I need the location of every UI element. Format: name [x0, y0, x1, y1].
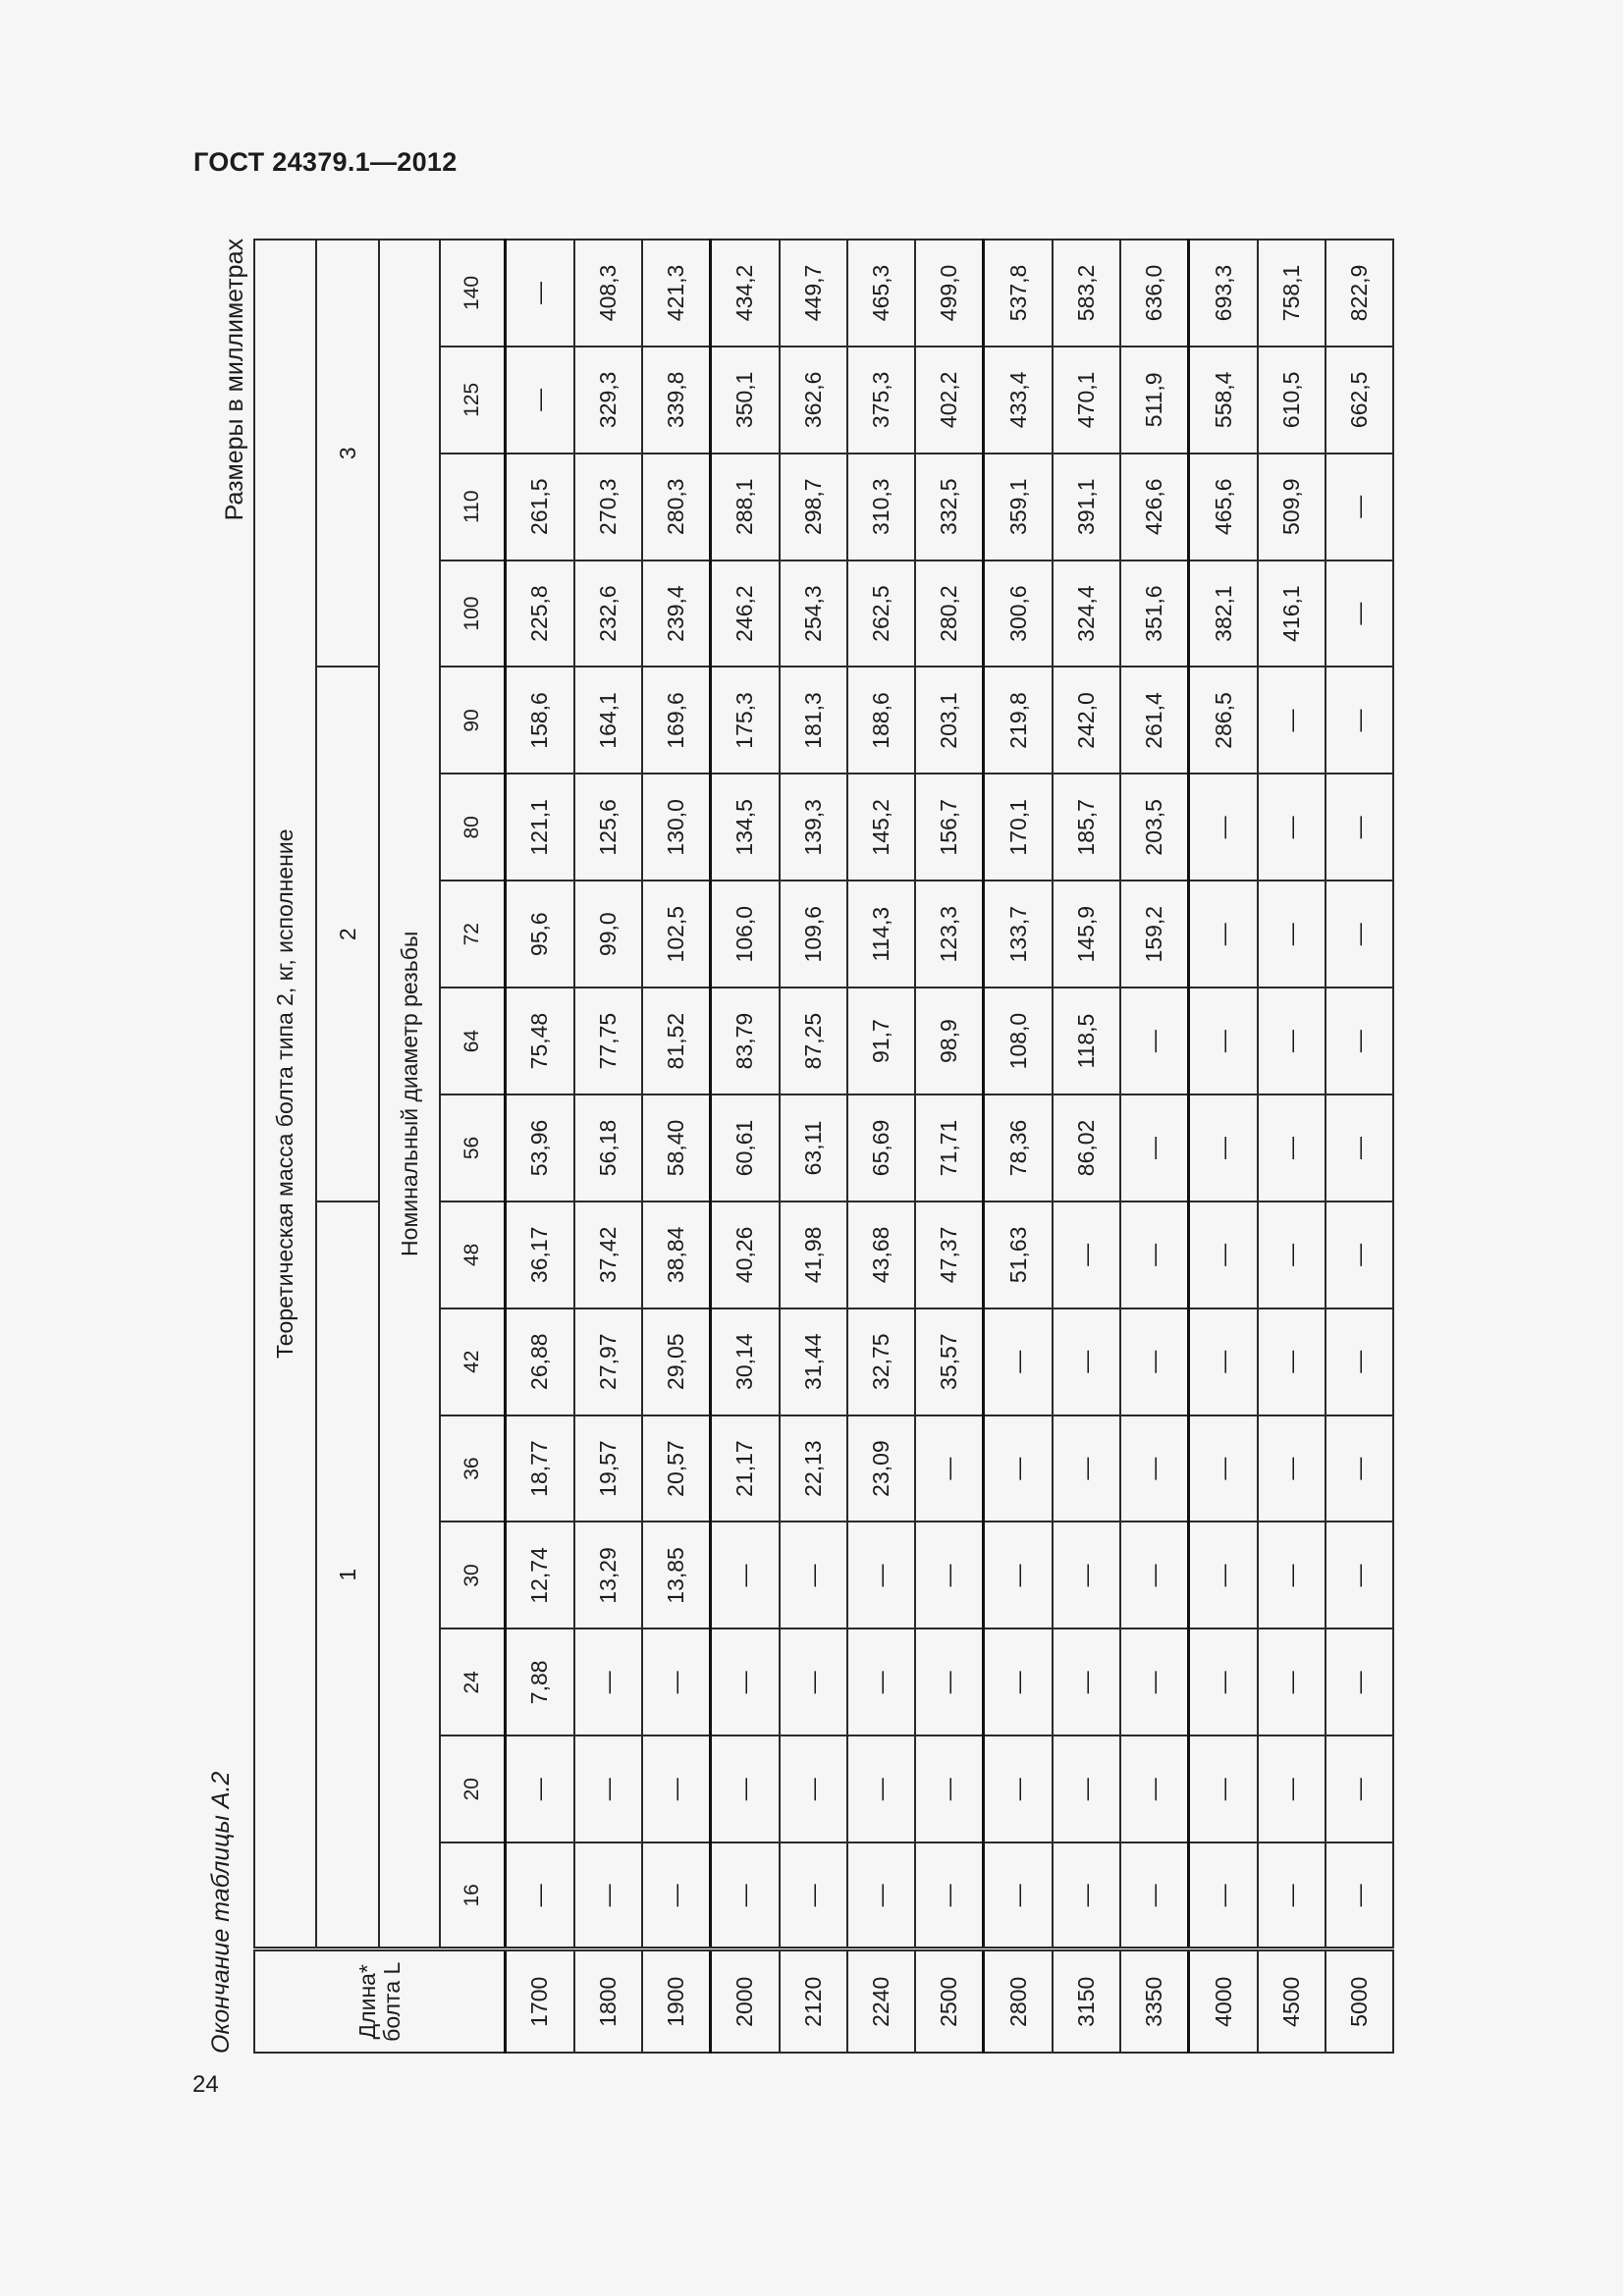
mass-cell: —	[915, 1735, 984, 1842]
mass-cell: 262,5	[847, 561, 915, 667]
diameter-header: 125	[440, 347, 506, 454]
mass-cell: —	[1053, 1308, 1120, 1415]
mass-cell: 288,1	[711, 454, 780, 561]
length-cell: 2500	[915, 1949, 984, 2053]
mass-cell: —	[1258, 988, 1325, 1095]
mass-cell: —	[711, 1735, 780, 1842]
mass-cell: —	[574, 1735, 642, 1842]
mass-cell: —	[780, 1842, 847, 1949]
mass-cell: 232,6	[574, 561, 642, 667]
mass-cell: —	[1120, 988, 1189, 1095]
mass-cell: 662,5	[1325, 347, 1393, 454]
mass-cell: 170,1	[984, 774, 1053, 881]
mass-cell: 35,57	[915, 1308, 984, 1415]
mass-cell: —	[1120, 1629, 1189, 1735]
mass-cell: 280,3	[642, 454, 711, 561]
mass-cell: 56,18	[574, 1095, 642, 1201]
mass-cell: 359,1	[984, 454, 1053, 561]
mass-cell: 254,3	[780, 561, 847, 667]
mass-cell: —	[1189, 1522, 1258, 1629]
length-cell: 3350	[1120, 1949, 1189, 2053]
mass-cell: —	[1189, 1735, 1258, 1842]
mass-cell: —	[1325, 774, 1393, 881]
mass-cell: 558,4	[1189, 347, 1258, 454]
mass-cell: —	[1325, 1201, 1393, 1308]
mass-cell: —	[1120, 1522, 1189, 1629]
mass-cell: 30,14	[711, 1308, 780, 1415]
mass-cell: 175,3	[711, 667, 780, 774]
mass-cell: —	[1258, 1842, 1325, 1949]
mass-cell: —	[1053, 1201, 1120, 1308]
mass-cell: —	[711, 1522, 780, 1629]
mass-cell: —	[1053, 1842, 1120, 1949]
mass-cell: —	[1258, 881, 1325, 988]
mass-cell: —	[1189, 1415, 1258, 1522]
rotated-table-area	[187, 239, 1372, 2079]
mass-cell: 465,6	[1189, 454, 1258, 561]
mass-cell: 58,40	[642, 1095, 711, 1201]
variant-3: 3	[316, 240, 379, 667]
length-cell: 1800	[574, 1949, 642, 2053]
mass-cell: 329,3	[574, 347, 642, 454]
mass-cell: —	[1325, 1095, 1393, 1201]
mass-cell: 822,9	[1325, 240, 1393, 347]
mass-cell: —	[1120, 1308, 1189, 1415]
mass-cell: —	[780, 1629, 847, 1735]
length-header-line2: болта L	[378, 1961, 405, 2042]
mass-cell: 465,3	[847, 240, 915, 347]
mass-cell: 86,02	[1053, 1095, 1120, 1201]
length-cell: 1700	[506, 1949, 574, 2053]
table-row	[1325, 240, 1393, 2053]
diameter-header: 64	[440, 988, 506, 1095]
mass-cell: —	[1053, 1415, 1120, 1522]
mass-cell: —	[1325, 454, 1393, 561]
length-header-line1: Длина*	[354, 1964, 381, 2040]
mass-cell: 239,4	[642, 561, 711, 667]
diameter-header: 72	[440, 881, 506, 988]
mass-cell: —	[1325, 1842, 1393, 1949]
mass-cell: —	[915, 1522, 984, 1629]
mass-cell: —	[506, 347, 574, 454]
mass-cell: —	[711, 1842, 780, 1949]
mass-cell: —	[1258, 1095, 1325, 1201]
mass-cell: —	[1189, 1308, 1258, 1415]
mass-cell: —	[506, 240, 574, 347]
mass-cell: —	[915, 1415, 984, 1522]
mass-cell: 470,1	[1053, 347, 1120, 454]
mass-cell: 41,98	[780, 1201, 847, 1308]
mass-cell: 83,79	[711, 988, 780, 1095]
mass-cell: —	[711, 1629, 780, 1735]
mass-cell: —	[574, 1842, 642, 1949]
mass-cell: 610,5	[1258, 347, 1325, 454]
mass-cell: —	[847, 1842, 915, 1949]
mass-cell: —	[1325, 1308, 1393, 1415]
mass-cell: 203,5	[1120, 774, 1189, 881]
mass-cell: —	[1258, 1308, 1325, 1415]
mass-cell: —	[1120, 1735, 1189, 1842]
mass-cell: 7,88	[506, 1629, 574, 1735]
length-cell: 4000	[1189, 1949, 1258, 2053]
mass-cell: 362,6	[780, 347, 847, 454]
length-cell: 4500	[1258, 1949, 1325, 2053]
mass-cell: 188,6	[847, 667, 915, 774]
mass-cell: —	[506, 1842, 574, 1949]
mass-cell: 636,0	[1120, 240, 1189, 347]
mass-cell: 60,61	[711, 1095, 780, 1201]
mass-cell: 98,9	[915, 988, 984, 1095]
mass-cell: 339,8	[642, 347, 711, 454]
mass-cell: 27,97	[574, 1308, 642, 1415]
mass-cell: 300,6	[984, 561, 1053, 667]
mass-cell: 509,9	[1258, 454, 1325, 561]
mass-cell: —	[642, 1842, 711, 1949]
mass-cell: —	[1120, 1095, 1189, 1201]
table-title: Теоретическая масса болта типа 2, кг, исполнение	[254, 240, 316, 1949]
mass-cell: 499,0	[915, 240, 984, 347]
mass-cell: —	[1325, 1735, 1393, 1842]
mass-cell: 416,1	[1258, 561, 1325, 667]
diameter-header: 20	[440, 1735, 506, 1842]
table-row	[984, 240, 1053, 2053]
mass-cell: 102,5	[642, 881, 711, 988]
mass-cell: 219,8	[984, 667, 1053, 774]
mass-cell: 108,0	[984, 988, 1053, 1095]
mass-cell: 37,42	[574, 1201, 642, 1308]
mass-cell: 133,7	[984, 881, 1053, 988]
mass-cell: 270,3	[574, 454, 642, 561]
table-row	[642, 240, 711, 2053]
mass-cell: 91,7	[847, 988, 915, 1095]
mass-cell: —	[780, 1735, 847, 1842]
mass-cell: —	[1258, 1201, 1325, 1308]
mass-cell: 433,4	[984, 347, 1053, 454]
mass-cell: —	[984, 1842, 1053, 1949]
mass-cell: 537,8	[984, 240, 1053, 347]
mass-cell: —	[1325, 561, 1393, 667]
mass-cell: —	[1258, 667, 1325, 774]
mass-cell: 77,75	[574, 988, 642, 1095]
variant-1: 1	[316, 1201, 379, 1949]
mass-cell: 426,6	[1120, 454, 1189, 561]
mass-cell: —	[847, 1522, 915, 1629]
diameter-row	[440, 240, 506, 2053]
mass-cell: —	[984, 1735, 1053, 1842]
mass-cell: —	[1120, 1415, 1189, 1522]
mass-cell: 159,2	[1120, 881, 1189, 988]
mass-cell: 20,57	[642, 1415, 711, 1522]
mass-cell: —	[506, 1735, 574, 1842]
table-row	[1120, 240, 1189, 2053]
mass-cell: —	[1189, 1095, 1258, 1201]
mass-cell: 12,74	[506, 1522, 574, 1629]
table-row	[915, 240, 984, 2053]
mass-cell: —	[642, 1629, 711, 1735]
mass-cell: —	[984, 1415, 1053, 1522]
mass-cell: 32,75	[847, 1308, 915, 1415]
mass-cell: —	[1325, 1629, 1393, 1735]
mass-cell: 65,69	[847, 1095, 915, 1201]
mass-cell: 81,52	[642, 988, 711, 1095]
mass-cell: —	[1325, 988, 1393, 1095]
mass-cell: 21,17	[711, 1415, 780, 1522]
diameter-header: 30	[440, 1522, 506, 1629]
mass-cell: 242,0	[1053, 667, 1120, 774]
mass-cell: 375,3	[847, 347, 915, 454]
mass-cell: 75,48	[506, 988, 574, 1095]
table-row	[847, 240, 915, 2053]
mass-cell: —	[1325, 667, 1393, 774]
length-cell: 2000	[711, 1949, 780, 2053]
mass-cell: 47,37	[915, 1201, 984, 1308]
table-row	[711, 240, 780, 2053]
mass-cell: —	[984, 1522, 1053, 1629]
mass-cell: 280,2	[915, 561, 984, 667]
diameter-header: 110	[440, 454, 506, 561]
mass-cell: 18,77	[506, 1415, 574, 1522]
mass-cell: 185,7	[1053, 774, 1120, 881]
mass-cell: 298,7	[780, 454, 847, 561]
mass-cell: —	[642, 1735, 711, 1842]
page-number: 24	[192, 2071, 219, 2098]
mass-cell: —	[574, 1629, 642, 1735]
mass-cell: 139,3	[780, 774, 847, 881]
table-row	[506, 240, 574, 2053]
diameter-header: 24	[440, 1629, 506, 1735]
mass-cell: 158,6	[506, 667, 574, 774]
mass-cell: 511,9	[1120, 347, 1189, 454]
table-row	[1258, 240, 1325, 2053]
mass-cell: 121,1	[506, 774, 574, 881]
mass-cell: 310,3	[847, 454, 915, 561]
mass-cell: —	[1258, 774, 1325, 881]
length-cell: 2120	[780, 1949, 847, 2053]
mass-cell: 13,29	[574, 1522, 642, 1629]
table-body	[506, 240, 1394, 2053]
mass-cell: 402,2	[915, 347, 984, 454]
mass-cell: 53,96	[506, 1095, 574, 1201]
mass-cell: —	[1120, 1842, 1189, 1949]
mass-cell: —	[1258, 1629, 1325, 1735]
diameter-header: 36	[440, 1415, 506, 1522]
variant-2: 2	[316, 667, 379, 1201]
mass-cell: —	[847, 1629, 915, 1735]
table-row	[574, 240, 642, 2053]
mass-cell: —	[1258, 1735, 1325, 1842]
mass-cell: 134,5	[711, 774, 780, 881]
diameter-header: 48	[440, 1201, 506, 1308]
mass-cell: —	[915, 1629, 984, 1735]
mass-cell: 225,8	[506, 561, 574, 667]
length-cell: 1900	[642, 1949, 711, 2053]
mass-cell: 40,26	[711, 1201, 780, 1308]
mass-cell: 26,88	[506, 1308, 574, 1415]
diameter-header: 100	[440, 561, 506, 667]
mass-cell: 22,13	[780, 1415, 847, 1522]
mass-cell: 261,5	[506, 454, 574, 561]
mass-cell: —	[1189, 1201, 1258, 1308]
mass-cell: 583,2	[1053, 240, 1120, 347]
mass-cell: —	[1053, 1735, 1120, 1842]
mass-cell: —	[1053, 1522, 1120, 1629]
mass-cell: 118,5	[1053, 988, 1120, 1095]
mass-cell: 109,6	[780, 881, 847, 988]
diameter-header: 42	[440, 1308, 506, 1415]
mass-cell: 203,1	[915, 667, 984, 774]
mass-cell: 758,1	[1258, 240, 1325, 347]
mass-cell: —	[1189, 881, 1258, 988]
mass-cell: 145,9	[1053, 881, 1120, 988]
table-row	[1189, 240, 1258, 2053]
mass-cell: 95,6	[506, 881, 574, 988]
mass-cell: —	[1053, 1629, 1120, 1735]
mass-cell: 449,7	[780, 240, 847, 347]
mass-cell: —	[1325, 1522, 1393, 1629]
mass-cell: 246,2	[711, 561, 780, 667]
mass-cell: —	[1325, 1415, 1393, 1522]
diameter-header: 16	[440, 1842, 506, 1949]
mass-cell: —	[984, 1629, 1053, 1735]
document-code: ГОСТ 24379.1—2012	[193, 147, 458, 177]
mass-cell: 332,5	[915, 454, 984, 561]
mass-cell: 43,68	[847, 1201, 915, 1308]
mass-cell: 31,44	[780, 1308, 847, 1415]
mass-cell: —	[1325, 881, 1393, 988]
bolt-mass-table	[253, 239, 1394, 2054]
mass-cell: —	[1189, 1842, 1258, 1949]
mass-cell: 164,1	[574, 667, 642, 774]
mass-cell: 156,7	[915, 774, 984, 881]
mass-cell: 71,71	[915, 1095, 984, 1201]
mass-cell: —	[1120, 1201, 1189, 1308]
mass-cell: 391,1	[1053, 454, 1120, 561]
mass-cell: 51,63	[984, 1201, 1053, 1308]
diameter-header: 56	[440, 1095, 506, 1201]
mass-cell: 125,6	[574, 774, 642, 881]
diameter-header: 80	[440, 774, 506, 881]
length-cell: 5000	[1325, 1949, 1393, 2053]
mass-cell: 13,85	[642, 1522, 711, 1629]
table-caption: Окончание таблицы А.2	[207, 1771, 235, 2054]
mass-cell: —	[1258, 1522, 1325, 1629]
mass-cell: —	[915, 1842, 984, 1949]
mass-cell: 19,57	[574, 1415, 642, 1522]
mass-cell: 350,1	[711, 347, 780, 454]
mass-cell: 693,3	[1189, 240, 1258, 347]
mass-cell: 434,2	[711, 240, 780, 347]
mass-cell: —	[984, 1308, 1053, 1415]
mass-cell: 286,5	[1189, 667, 1258, 774]
mass-cell: 169,6	[642, 667, 711, 774]
diameter-label: Номинальный диаметр резьбы	[379, 240, 440, 1949]
table-row	[1053, 240, 1120, 2053]
length-cell: 2800	[984, 1949, 1053, 2053]
diameter-header: 140	[440, 240, 506, 347]
mass-cell: 99,0	[574, 881, 642, 988]
mass-cell: 87,25	[780, 988, 847, 1095]
mass-cell: 421,3	[642, 240, 711, 347]
length-cell: 2240	[847, 1949, 915, 2053]
mass-cell: 130,0	[642, 774, 711, 881]
mass-cell: 63,11	[780, 1095, 847, 1201]
mass-cell: 36,17	[506, 1201, 574, 1308]
mass-cell: 324,4	[1053, 561, 1120, 667]
mass-cell: 261,4	[1120, 667, 1189, 774]
mass-cell: 29,05	[642, 1308, 711, 1415]
mass-cell: 78,36	[984, 1095, 1053, 1201]
mass-cell: 382,1	[1189, 561, 1258, 667]
mass-cell: —	[1189, 774, 1258, 881]
table-row	[780, 240, 847, 2053]
mass-cell: 114,3	[847, 881, 915, 988]
mass-cell: 38,84	[642, 1201, 711, 1308]
mass-cell: —	[1189, 1629, 1258, 1735]
mass-cell: 23,09	[847, 1415, 915, 1522]
diameter-header: 90	[440, 667, 506, 774]
mass-cell: —	[780, 1522, 847, 1629]
units-note: Размеры в миллиметрах	[221, 239, 248, 521]
length-cell: 3150	[1053, 1949, 1120, 2053]
length-header	[254, 1949, 506, 2053]
mass-cell: 181,3	[780, 667, 847, 774]
mass-cell: 106,0	[711, 881, 780, 988]
mass-cell: —	[1189, 988, 1258, 1095]
mass-cell: 408,3	[574, 240, 642, 347]
mass-cell: —	[847, 1735, 915, 1842]
mass-cell: 145,2	[847, 774, 915, 881]
mass-cell: —	[1258, 1415, 1325, 1522]
mass-cell: 123,3	[915, 881, 984, 988]
mass-cell: 351,6	[1120, 561, 1189, 667]
